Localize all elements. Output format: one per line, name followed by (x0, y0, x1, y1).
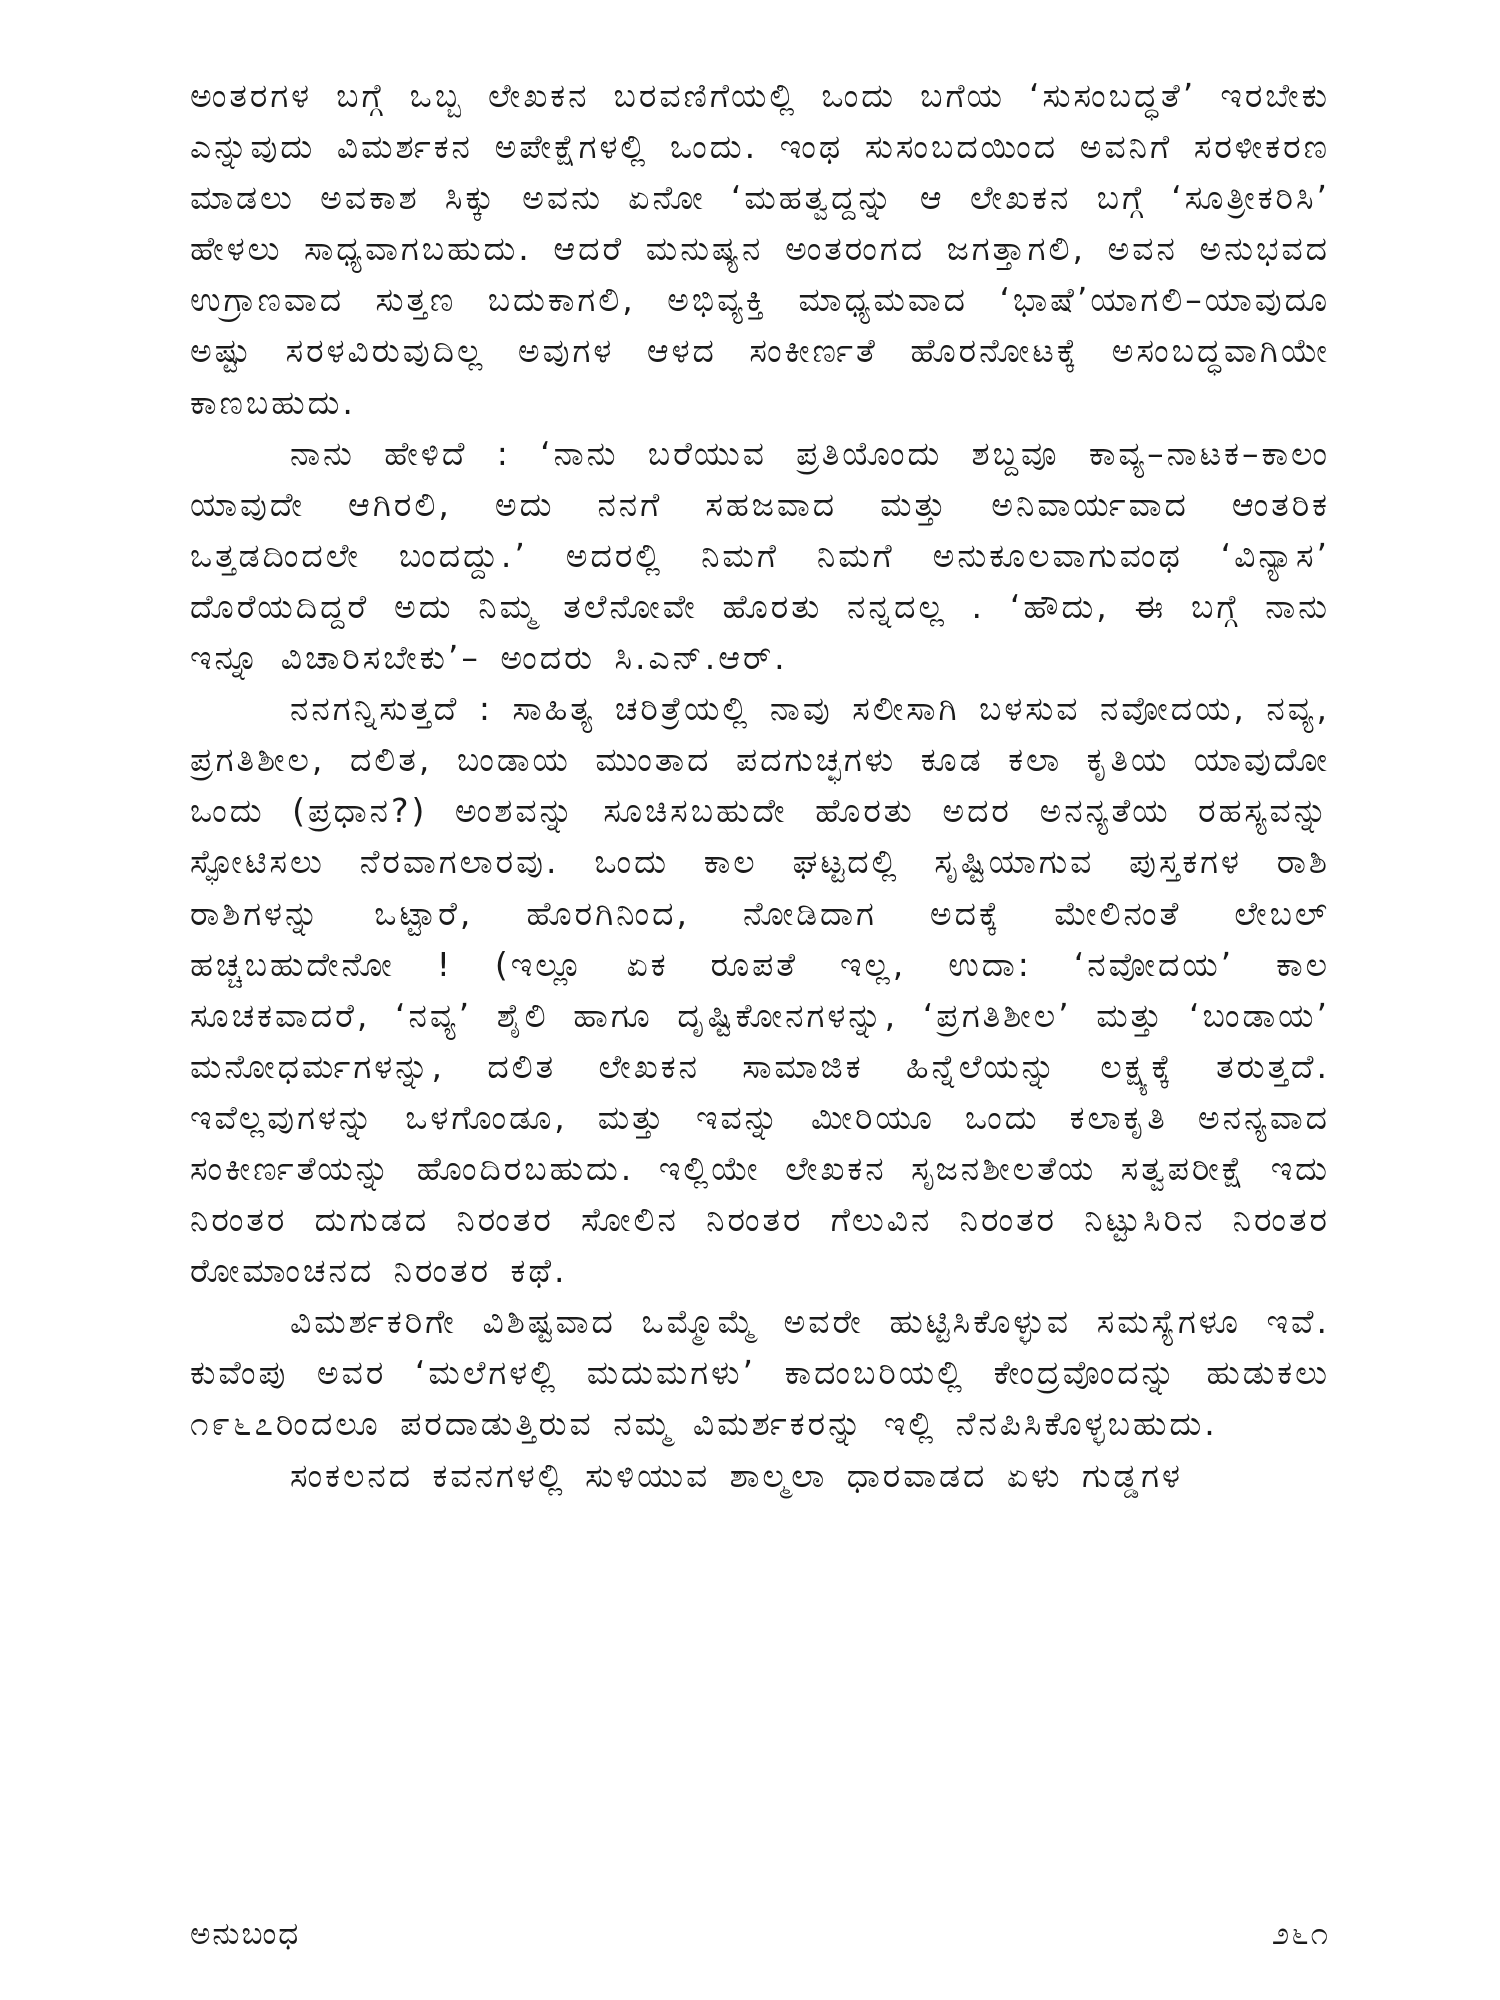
page-number: ೨೬೧ (1271, 1916, 1330, 1952)
body-text (190, 70, 1330, 1501)
paragraph-2: ನಾನು ಹೇಳಿದೆ : ‘ನಾನು ಬರೆಯುವ ಪ್ರತಿಯೊಂದು ಶಬ್ದವೂ ಕಾವ್ಯ–ನಾಟಕ–ಕಾಲಂ ಯಾವುದೇ ಆಗಿರಲಿ, ಅದು ನನಗೆ ಸಹಜವಾದ ಮತ್ತು ಅನಿವಾರ್ಯವಾದ ಆಂತರಿಕ ಒತ್ತಡದಿಂದಲೇ ಬಂದದ್ದು.’ ಅದರಲ್ಲಿ ನಿಮಗೆ ನಿಮಗೆ ಅನುಕೂಲವಾಗುವಂಥ ‘ವಿನ್ಯಾಸ’ ದೊರೆಯದಿದ್ದರೆ ಅದು ನಿಮ್ಮ ತಲೆನೋವೇ ಹೊರತು ನನ್ನದಲ್ಲ . ‘ಹೌದು, ಈ ಬಗ್ಗೆ ನಾನು ಇನ್ನೂ ವಿಚಾರಿಸಬೇಕು’– ಅಂದರು ಸಿ.ಎನ್.ಆರ್. (190, 433, 1330, 678)
paragraph-5: ಸಂಕಲನದ ಕವನಗಳಲ್ಲಿ ಸುಳಿಯುವ ಶಾಲ್ಮಲಾ ಧಾರವಾಡದ ಏಳು ಗುಡ್ಡಗಳ (290, 1455, 1183, 1495)
paragraph-3: ನನಗನ್ನಿಸುತ್ತದೆ : ಸಾಹಿತ್ಯ ಚರಿತ್ರೆಯಲ್ಲಿ ನಾವು ಸಲೀಸಾಗಿ ಬಳಸುವ ನವೋದಯ, ನವ್ಯ, ಪ್ರಗತಿಶೀಲ, ದಲಿತ, ಬಂಡಾಯ ಮುಂತಾದ ಪದಗುಚ್ಛಗಳು ಕೂಡ ಕಲಾ ಕೃತಿಯ ಯಾವುದೋ ಒಂದು (ಪ್ರಧಾನ?) ಅಂಶವನ್ನು ಸೂಚಿಸಬಹುದೇ ಹೊರತು ಅದರ ಅನನ್ಯತೆಯ ರಹಸ್ಯವನ್ನು ಸ್ಫೋಟಿಸಲು ನೆರವಾಗಲಾರವು. ಒಂದು ಕಾಲ ಘಟ್ಟದಲ್ಲಿ ಸೃಷ್ಟಿಯಾಗುವ ಪುಸ್ತಕಗಳ ರಾಶಿ ರಾಶಿಗಳನ್ನು ಒಟ್ಟಾರೆ, ಹೊರಗಿನಿಂದ, ನೋಡಿದಾಗ ಅದಕ್ಕೆ ಮೇಲಿನಂತೆ ಲೇಬಲ್ ಹಚ್ಚಬಹುದೇನೋ ! (ಇಲ್ಲೂ ಏಕ ರೂಪತೆ ಇಲ್ಲ, ಉದಾ: ‘ನವೋದಯ’ ಕಾಲ ಸೂಚಕವಾದರೆ, ‘ನವ್ಯ’ ಶೈಲಿ ಹಾಗೂ ದೃಷ್ಟಿಕೋನಗಳನ್ನು, ‘ಪ್ರಗತಿಶೀಲ’ ಮತ್ತು ‘ಬಂಡಾಯ’ ಮನೋಧರ್ಮಗಳನ್ನು, ದಲಿತ ಲೇಖಕನ ಸಾಮಾಜಿಕ ಹಿನ್ನೆಲೆಯನ್ನು ಲಕ್ಷ್ಯಕ್ಕೆ ತರುತ್ತದೆ. ಇವೆಲ್ಲವುಗಳನ್ನು ಒಳಗೊಂಡೂ, ಮತ್ತು ಇವನ್ನು ಮೀರಿಯೂ ಒಂದು ಕಲಾಕೃತಿ ಅನನ್ಯವಾದ ಸಂಕೀರ್ಣತೆಯನ್ನು ಹೊಂದಿರಬಹುದು. ಇಲ್ಲಿಯೇ ಲೇಖಕನ ಸೃಜನಶೀಲತೆಯ ಸತ್ವಪರೀಕ್ಷೆ ಇದು ನಿರಂತರ ದುಗುಡದ ನಿರಂತರ ಸೋಲಿನ ನಿರಂತರ ಗೆಲುವಿನ ನಿರಂತರ ನಿಟ್ಟುಸಿರಿನ ನಿರಂತರ ರೋಮಾಂಚನದ ನಿರಂತರ ಕಥೆ. (190, 689, 1330, 1291)
paragraph-1: ಅಂತರಗಳ ಬಗ್ಗೆ ಒಬ್ಬ ಲೇಖಕನ ಬರವಣಿಗೆಯಲ್ಲಿ ಒಂದು ಬಗೆಯ ‘ಸುಸಂಬದ್ಧತೆ’ ಇರಬೇಕು ಎನ್ನುವುದು ವಿಮರ್ಶಕನ ಅಪೇಕ್ಷೆಗಳಲ್ಲಿ ಒಂದು. ಇಂಥ ಸುಸಂಬದಯಿಂದ ಅವನಿಗೆ ಸರಳೀಕರಣ ಮಾಡಲು ಅವಕಾಶ ಸಿಕ್ಕು ಅವನು ಏನೋ ‘ಮಹತ್ವದ್ದನ್ನು ಆ ಲೇಖಕನ ಬಗ್ಗೆ ‘ಸೂತ್ರೀಕರಿಸಿ’ ಹೇಳಲು ಸಾಧ್ಯವಾಗಬಹುದು. ಆದರೆ ಮನುಷ್ಯನ ಅಂತರಂಗದ ಜಗತ್ತಾಗಲಿ, ಅವನ ಅನುಭವದ ಉಗ್ರಾಣವಾದ ಸುತ್ತಣ ಬದುಕಾಗಲಿ, ಅಭಿವ್ಯಕ್ತಿ ಮಾಧ್ಯಮವಾದ ‘ಭಾಷೆ’ಯಾಗಲಿ–ಯಾವುದೂ ಅಷ್ಟು ಸರಳವಿರುವುದಿಲ್ಲ ಅವುಗಳ ಆಳದ ಸಂಕೀರ್ಣತೆ ಹೊರನೋಟಕ್ಕೆ ಅಸಂಬದ್ಧವಾಗಿಯೇ ಕಾಣಬಹುದು. (190, 76, 1330, 422)
footer-section-title: ಅನುಬಂಧ (190, 1916, 301, 1952)
page-footer (190, 1916, 1330, 1966)
paragraph-4: ವಿಮರ್ಶಕರಿಗೇ ವಿಶಿಷ್ಟವಾದ ಒಮ್ಮೊಮ್ಮೆ ಅವರೇ ಹುಟ್ಟಿಸಿಕೊಳ್ಳುವ ಸಮಸ್ಯೆಗಳೂ ಇವೆ. ಕುವೆಂಪು ಅವರ ‘ಮಲೆಗಳಲ್ಲಿ ಮದುಮಗಳು’ ಕಾದಂಬರಿಯಲ್ಲಿ ಕೇಂದ್ರವೊಂದನ್ನು ಹುಡುಕಲು ೧೯೬೭ರಿಂದಲೂ ಪರದಾಡುತ್ತಿರುವ ನಮ್ಮ ವಿಮರ್ಶಕರನ್ನು ಇಲ್ಲಿ ನೆನಪಿಸಿಕೊಳ್ಳಬಹುದು. (190, 1302, 1330, 1444)
